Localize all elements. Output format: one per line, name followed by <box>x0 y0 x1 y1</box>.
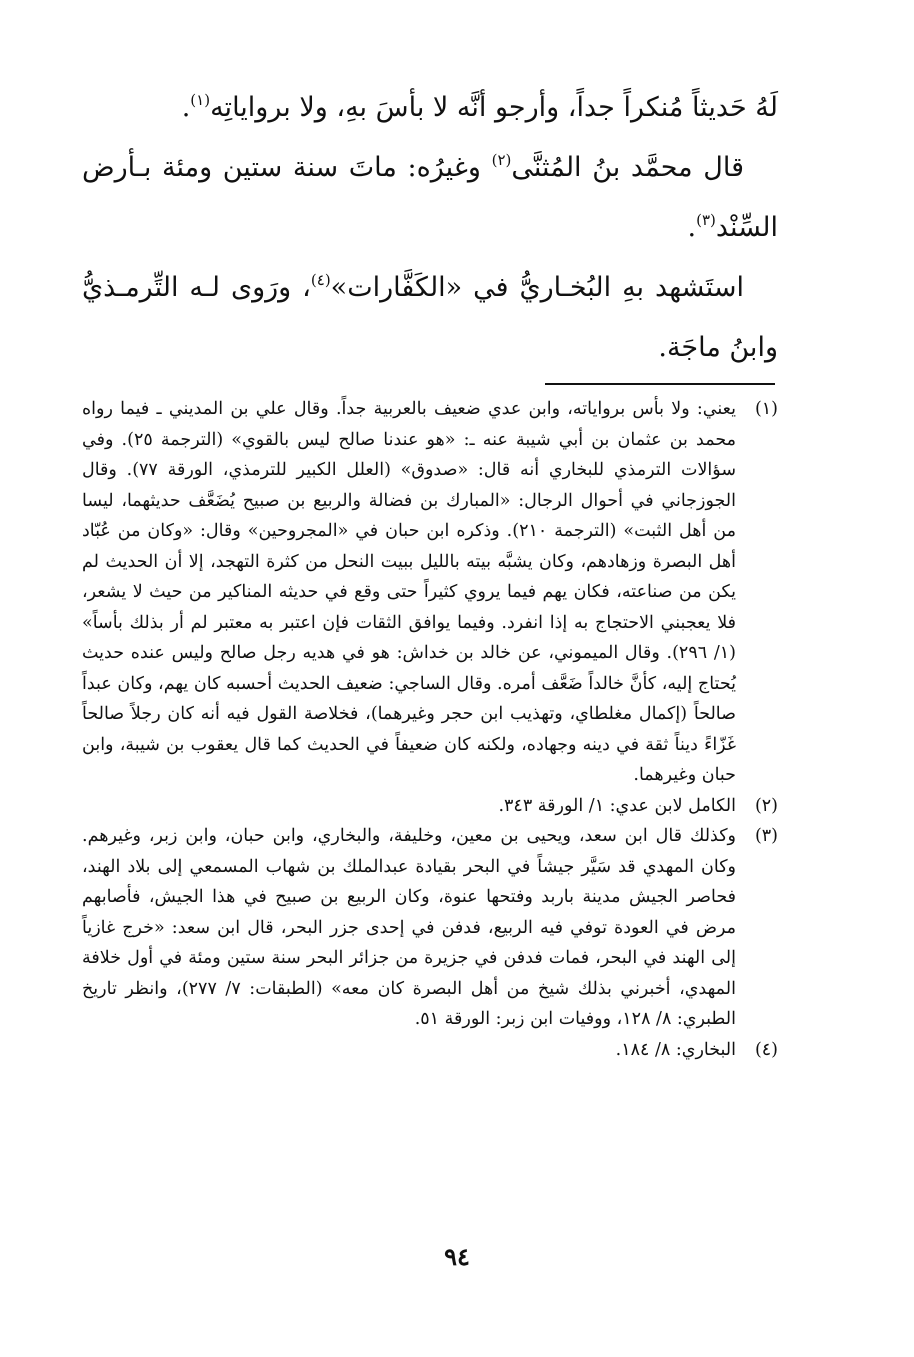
footnote-number-3: (٣) <box>754 826 778 846</box>
footnote-number-1: (١) <box>754 399 778 419</box>
main-paragraph-3-text-b: ، ورَوى لـه التِّرمـذيُّ وابنُ ماجَة. <box>82 272 778 363</box>
footnote-number-2: (٢) <box>754 795 778 816</box>
footnote-separator <box>545 383 775 385</box>
main-paragraph-1 <box>82 78 778 138</box>
footnote-3 <box>82 821 778 1035</box>
main-paragraph-2-text-b: وغيرُه: ماتَ سنة ستين ومئة بـأرض السِّنْد <box>82 152 778 243</box>
footnote-ref-2: (٢) <box>491 151 512 169</box>
footnote-4 <box>82 1035 778 1066</box>
footnote-1 <box>82 394 778 791</box>
footnote-text-1: يعني: ولا بأس برواياته، وابن عدي ضعيف بالعربية جداً. وقال علي بن المديني ـ فيما رواه محمد بن عثمان بن أبي شيبة عنه ـ: «هو عندنا صالح ليس بالقوي» (الترجمة ٢٥). وفي سؤالات الترمذي للبخاري أنه قال: «صدوق» (العلل الكبير للترمذي، الورقة ٧٧). وقال الجوزجاني في أحوال الرجال: «المبارك بن فضالة والربيع بن صبيح يُضَعَّف حديثهما، ليسا من أهل الثبت» (الترجمة ٢١٠). وذكره ابن حبان في «المجروحين» وقال: «وكان من عُبّاد أهل البصرة وزهادهم، وكان يشبَّه بيته بالليل ببيت النحل من كثرة التهجد، إلا أن الحديث لم يكن من صناعته، فكان يهم فيما يروي كثيراً حتى وقع في حديثه المناكير من حيث لا يشعر، فلا يعجبني الاحتجاج به إذا انفرد. وفيما يوافق الثقات فإن اعتبر به معتبر لم أر بذلك بأساً» (١/ ٢٩٦). وقال الميموني، عن خالد بن خداش: هو في هديه رجل صالح وليس عنده حديث يُحتاج إليه، كأنَّ خالداً ضَعَّف أمره. وقال الساجي: ضعيف الحديث أحسبه كان يهم، وكان عبداً صالحاً (إكمال مغلطاي، وتهذيب ابن حجر وغيرهما)، فخلاصة القول فيه أنه كان رجلاً صالحاً غَزّاءً ديناً ثقة في دينه وجهاده، ولكنه كان ضعيفاً في الحديث كما قال يعقوب بن شيبة، وابن حبان وغيرهما. <box>82 399 736 785</box>
footnotes <box>82 394 778 1065</box>
main-paragraph-2-end: . <box>687 212 697 243</box>
footnote-ref-1: (١) <box>190 91 211 109</box>
footnote-text-4: البخاري: ٨/ ١٨٤. <box>615 1039 736 1060</box>
main-text <box>82 78 778 378</box>
main-paragraph-2 <box>82 138 778 258</box>
footnote-ref-4: (٤) <box>310 271 331 289</box>
main-paragraph-3-text-a: استَشهد بهِ البُخـاريُّ في «الكَفَّارات» <box>330 272 744 303</box>
footnote-ref-3: (٣) <box>696 211 716 229</box>
footnote-2 <box>82 791 778 822</box>
main-paragraph-1-text: لَهُ حَديثاً مُنكراً جداً، وأرجو أنَّه لا بأسَ بهِ، ولا برواياتِه <box>210 92 778 123</box>
main-paragraph-3 <box>82 258 778 378</box>
footnote-text-2: الكامل لابن عدي: ١/ الورقة ٣٤٣. <box>498 795 736 816</box>
footnote-number-4: (٤) <box>754 1039 778 1060</box>
page-number: ٩٤ <box>444 1242 470 1271</box>
main-paragraph-1-end: . <box>181 92 191 123</box>
main-paragraph-2-text-a: قال محمَّد بنُ المُثنَّى <box>511 152 744 183</box>
footnote-text-3: وكذلك قال ابن سعد، ويحيى بن معين، وخليفة، والبخاري، وابن حبان، وابن زبر، وغيرهم. وكان المهدي قد سَيَّر جيشاً في البحر بقيادة عبدالملك بن شهاب المسمعي إلى بلاد الهند، فحاصر الجيش مدينة باربد وفتحها عنوة، وكان الربيع بن صبيح في هذا الجيش، فأصابهم مرض في العودة توفي فيه الربيع، فدفن في إحدى جزر البحر، قال ابن سعد: «خرج غازياً إلى الهند في البحر، فمات فدفن في جزيرة من جزائر البحر سنة ستين ومئة في أول خلافة المهدي، أخبرني بذلك شيخ من أهل البصرة كان معه» (الطبقات: ٧/ ٢٧٧)، وانظر تاريخ الطبري: ٨/ ١٢٨، ووفيات ابن زبر: الورقة ٥١. <box>82 826 737 1029</box>
